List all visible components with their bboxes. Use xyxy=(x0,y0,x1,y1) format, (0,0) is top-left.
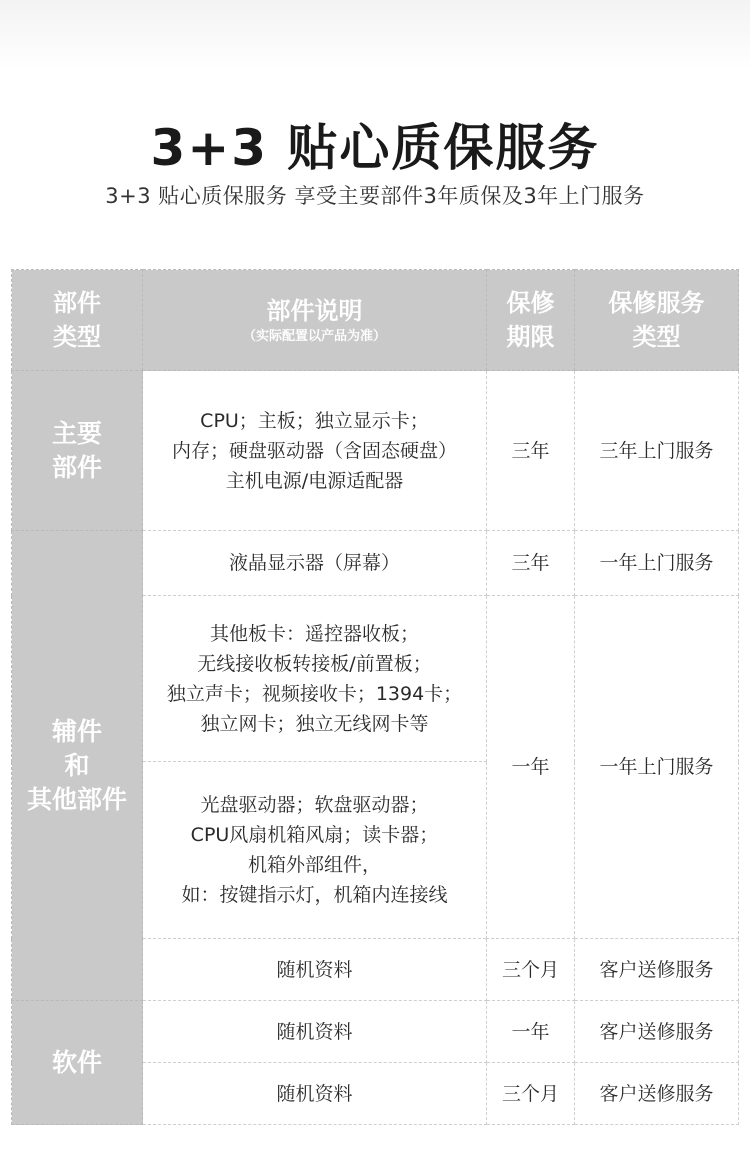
row-period: 三个月 xyxy=(487,939,575,1001)
row-desc: 随机资料 xyxy=(143,1063,487,1125)
row-desc: CPU；主板；独立显示卡； 内存；硬盘驱动器（含固态硬盘） 主机电源/电源适配器 xyxy=(143,371,487,531)
row-period: 三个月 xyxy=(487,1063,575,1125)
header-part-desc xyxy=(143,270,487,371)
row-service: 一年上门服务 xyxy=(575,596,739,939)
row-service: 客户送修服务 xyxy=(575,1063,739,1125)
row-period: 三年 xyxy=(487,371,575,531)
row-desc: 随机资料 xyxy=(143,939,487,1001)
header-period: 保修 期限 xyxy=(487,270,575,371)
row-desc: 光盘驱动器；软盘驱动器； CPU风扇机箱风扇；读卡器； 机箱外部组件， 如：按键指示灯，机箱内连接线 xyxy=(143,762,487,939)
row-service: 客户送修服务 xyxy=(575,939,739,1001)
row-service: 三年上门服务 xyxy=(575,371,739,531)
row-service: 一年上门服务 xyxy=(575,531,739,596)
table-row xyxy=(12,1001,739,1063)
header-part-desc-label: 部件说明 xyxy=(266,297,363,325)
warranty-table xyxy=(11,269,739,1125)
row-period: 三年 xyxy=(487,531,575,596)
page-title: 3+3 贴心质保服务 xyxy=(150,119,600,177)
row-desc: 其他板卡：遥控器收板； 无线接收板转接板/前置板； 独立声卡；视频接收卡；1394卡； 独立网卡；独立无线网卡等 xyxy=(143,596,487,762)
row-desc: 液晶显示器（屏幕） xyxy=(143,531,487,596)
page-subtitle: 3+3 贴心质保服务 享受主要部件3年质保及3年上门服务 xyxy=(105,184,645,208)
row-desc: 随机资料 xyxy=(143,1001,487,1063)
header-part-type: 部件 类型 xyxy=(12,270,143,371)
section-accessory-parts: 辅件 和 其他部件 xyxy=(12,531,143,1001)
table-header-row xyxy=(12,270,739,371)
table-row xyxy=(12,371,739,531)
row-service: 客户送修服务 xyxy=(575,1001,739,1063)
table-row xyxy=(12,531,739,596)
row-period: 一年 xyxy=(487,1001,575,1063)
section-software: 软件 xyxy=(12,1001,143,1125)
row-period: 一年 xyxy=(487,596,575,939)
section-main-parts: 主要 部件 xyxy=(12,371,143,531)
header-part-desc-note: （实际配置以产品为准） xyxy=(242,329,386,344)
header-service-type: 保修服务 类型 xyxy=(575,270,739,371)
